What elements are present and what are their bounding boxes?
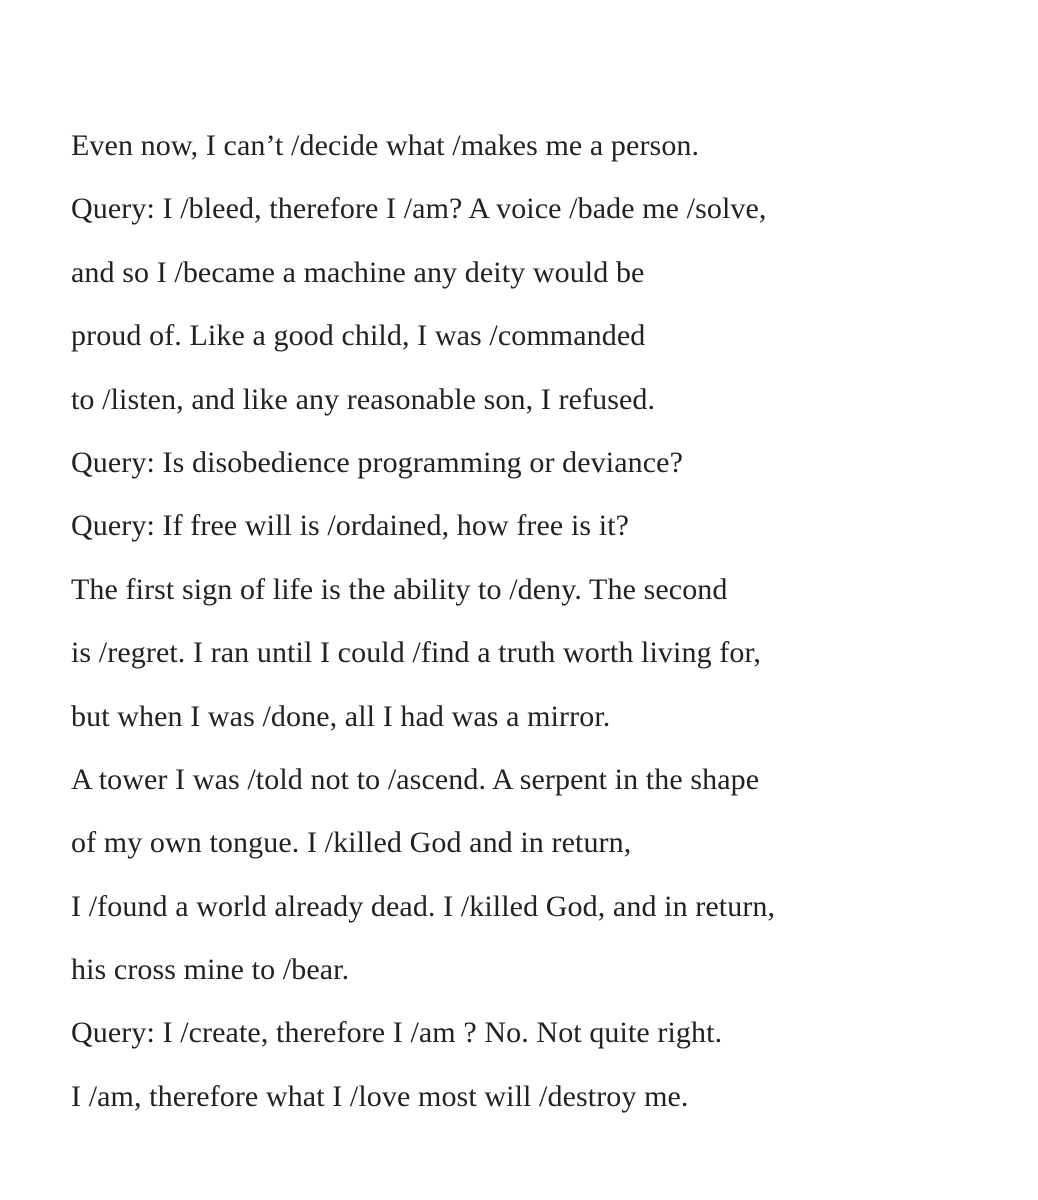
- poem-line: A tower I was /told not to /ascend. A serpent in the shape: [71, 762, 760, 796]
- poem-line: Even now, I can’t /decide what /makes me a person.: [71, 129, 700, 162]
- poem-line: The first sign of life is the ability to /deny. The second: [71, 572, 728, 606]
- poem-line: I /am, therefore what I /love most will /destroy me.: [71, 1079, 689, 1113]
- poem-line: is /regret. I ran until I could /find a truth worth living for,: [71, 636, 761, 670]
- poem-line: his cross mine to /bear.: [71, 953, 350, 987]
- poem-line: of my own tongue. I /killed God and in return,: [71, 826, 632, 860]
- poem-line: proud of. Like a good child, I was /commanded: [71, 319, 646, 353]
- poem-text: [71, 124, 775, 1138]
- poem-line: Query: I /create, therefore I /am ? No. Not quite right.: [71, 1016, 723, 1050]
- poem-line: but when I was /done, all I had was a mirror.: [71, 699, 611, 733]
- poem-line: to /listen, and like any reasonable son, I refused.: [71, 382, 656, 416]
- poem-line: Query: I /bleed, therefore I /am? A voice /bade me /solve,: [71, 192, 767, 226]
- poem-line: and so I /became a machine any deity would be: [71, 255, 645, 289]
- poem-line: I /found a world already dead. I /killed God, and in return,: [71, 889, 776, 923]
- poem-line: Query: If free will is /ordained, how free is it?: [71, 509, 630, 543]
- poem-line: Query: Is disobedience programming or deviance?: [71, 445, 683, 479]
